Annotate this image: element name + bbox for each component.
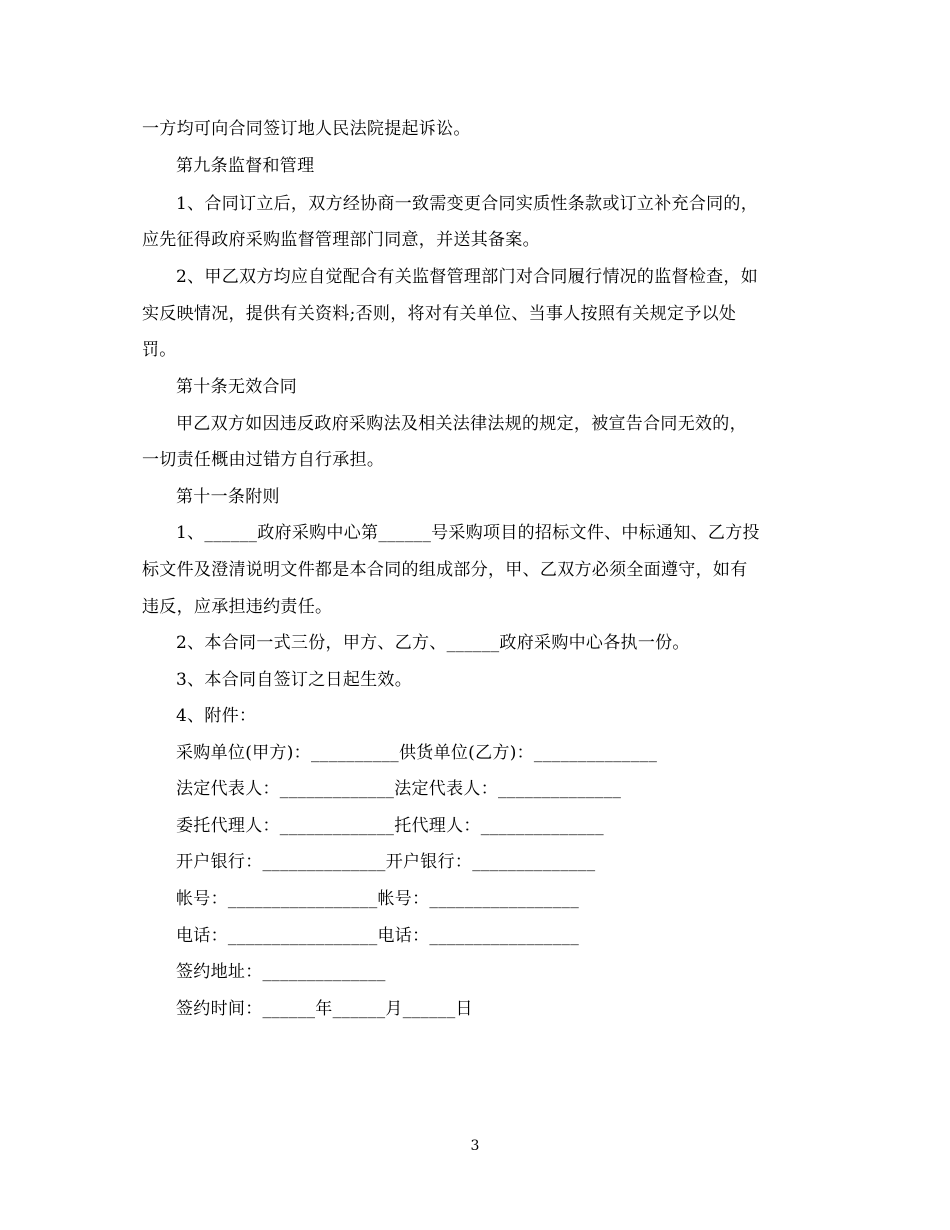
paragraph-line: 1、______政府采购中心第______号采购项目的招标文件、中标通知、乙方投 bbox=[176, 523, 760, 543]
signature-line-address: 签约地址：______________ bbox=[176, 962, 386, 982]
signature-line-bank: 开户银行：______________开户银行：______________ bbox=[176, 852, 596, 872]
paragraph-line: 应先征得政府采购监督管理部门同意，并送其备案。 bbox=[142, 230, 540, 250]
article-9-heading: 第九条监督和管理 bbox=[176, 156, 315, 176]
paragraph-line: 2、本合同一式三份，甲方、乙方、______政府采购中心各执一份。 bbox=[176, 633, 690, 653]
signature-line-purchaser: 采购单位(甲方)：__________供货单位(乙方)：______________ bbox=[176, 743, 658, 763]
page-number: 3 bbox=[470, 1138, 480, 1154]
paragraph-line: 1、合同订立后，双方经协商一致需变更合同实质性条款或订立补充合同的， bbox=[176, 194, 759, 214]
paragraph-line: 实反映情况，提供有关资料;否则，将对有关单位、当事人按照有关规定予以处 bbox=[142, 304, 737, 324]
article-10-heading: 第十条无效合同 bbox=[176, 377, 298, 397]
signature-line-phone: 电话：_________________电话：_________________ bbox=[176, 926, 579, 946]
paragraph-line: 一切责任概由过错方自行承担。 bbox=[142, 450, 385, 470]
paragraph-line: 3、本合同自签订之日起生效。 bbox=[176, 670, 413, 690]
paragraph-line: 甲乙双方如因违反政府采购法及相关法律法规的规定，被宣告合同无效的， bbox=[176, 414, 747, 434]
paragraph-line: 2、甲乙双方均应自觉配合有关监督管理部门对合同履行情况的监督检查，如 bbox=[176, 267, 759, 287]
article-11-heading: 第十一条附则 bbox=[176, 487, 280, 507]
paragraph-line: 罚。 bbox=[142, 340, 177, 360]
signature-line-date: 签约时间：______年______月______日 bbox=[176, 999, 473, 1019]
signature-line-legal-rep: 法定代表人：_____________法定代表人：______________ bbox=[176, 779, 622, 799]
signature-line-agent: 委托代理人：_____________托代理人：______________ bbox=[176, 816, 604, 836]
attachments-label: 4、附件： bbox=[176, 706, 257, 726]
paragraph-line: 标文件及澄清说明文件都是本合同的组成部分，甲、乙双方必须全面遵守，如有 bbox=[142, 560, 748, 580]
paragraph-line: 违反，应承担违约责任。 bbox=[142, 597, 333, 617]
paragraph-line: 一方均可向合同签订地人民法院提起诉讼。 bbox=[142, 119, 471, 139]
signature-line-account: 帐号：_________________帐号：_________________ bbox=[176, 889, 579, 909]
